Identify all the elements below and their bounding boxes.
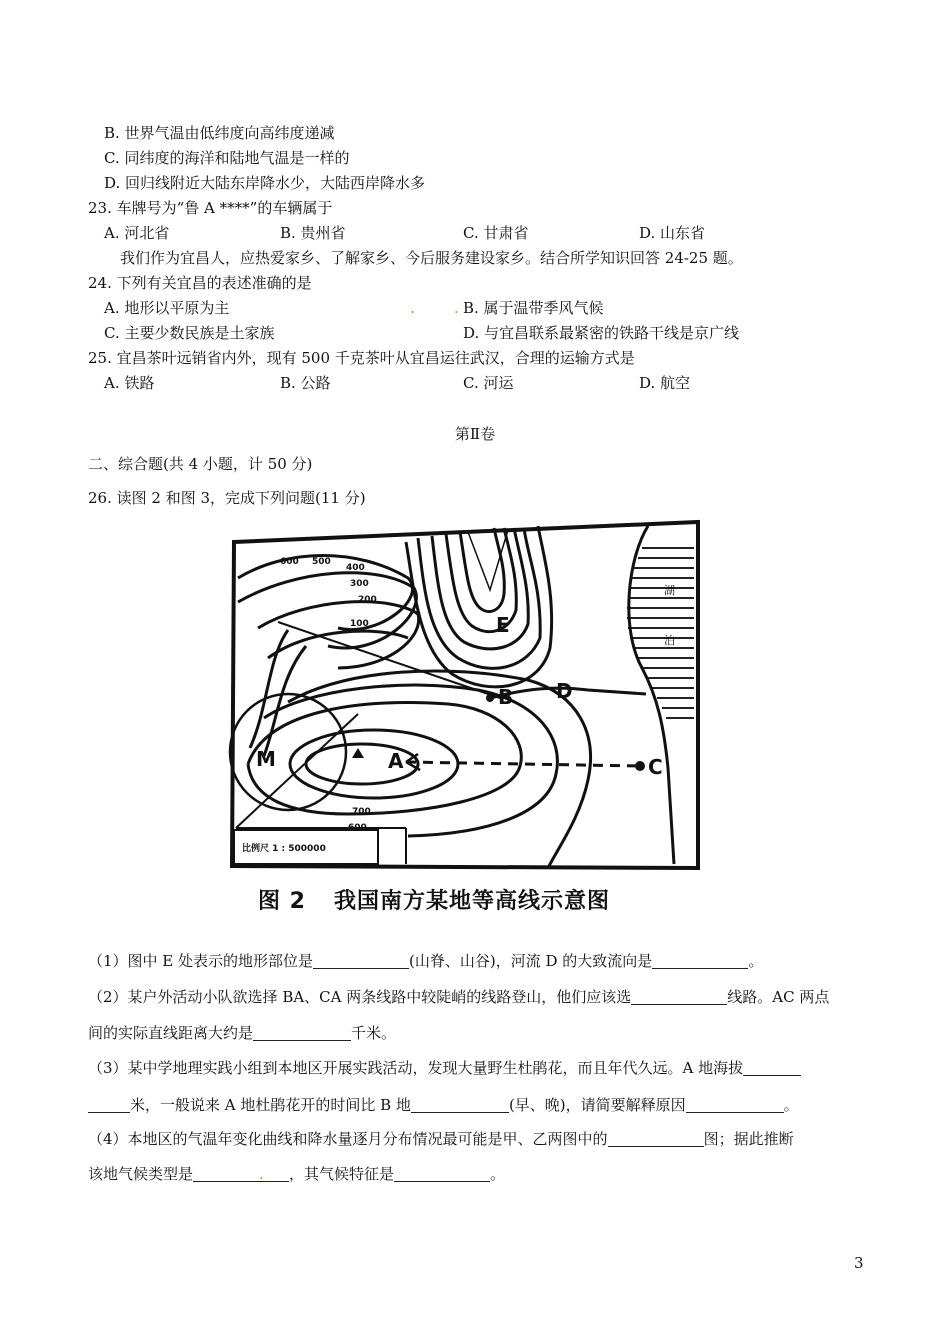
contour-label: 600: [348, 823, 367, 833]
orange-dot: .: [454, 299, 459, 317]
answer-blank[interactable]: [88, 1096, 130, 1113]
answer-blank[interactable]: [743, 1059, 801, 1076]
q24-option-a: A. 地形以平原为主: [104, 299, 230, 317]
q26-p1-text-c: 。: [748, 952, 764, 970]
answer-blank[interactable]: [193, 1165, 289, 1182]
q26-p3-text-d: 。: [783, 1096, 799, 1114]
q26-part-4-line1: [88, 1128, 794, 1150]
q26-p3-text-c: (早、晚)，请简要解释原因: [508, 1096, 686, 1114]
q26-p4-text-c: 该地气候类型是: [88, 1165, 194, 1183]
q26-part-2-line1: [88, 986, 829, 1008]
point-c-dot: [635, 761, 645, 771]
section-heading: 二、综合题(共 4 小题，计 50 分): [88, 455, 313, 473]
answer-blank[interactable]: [652, 952, 748, 969]
figure-caption-number: 图 2: [258, 889, 306, 914]
lake-char-1: 湖: [664, 584, 675, 597]
q22-option-c: C. 同纬度的海洋和陆地气温是一样的: [104, 149, 350, 167]
contour-label: 200: [358, 595, 377, 605]
q26-p3-text-a: （3）某中学地理实践小组到本地区开展实践活动，发现大量野生杜鹃花，而且年代久远。A 地海拔: [88, 1059, 744, 1077]
q26-part-1: [88, 950, 763, 972]
answer-blank[interactable]: [686, 1096, 784, 1113]
q26-p1-text-b: (山脊、山谷)，河流 D 的大致流向是: [409, 952, 653, 970]
letter-c: C: [648, 755, 663, 779]
q26-part-4-line2: [88, 1163, 505, 1185]
q25-stem: 25. 宜昌茶叶远销省内外，现有 500 千克茶叶从宜昌运往武汉，合理的运输方式是: [88, 349, 635, 367]
q24-option-d: D. 与宜昌联系最紧密的铁路干线是京广线: [463, 324, 740, 342]
letter-d: D: [556, 679, 573, 703]
contour-label: 500: [312, 557, 331, 567]
contour-label: 700: [352, 807, 371, 817]
orange-dot: .: [259, 1165, 264, 1183]
letter-m: M: [256, 747, 276, 771]
letter-a: A: [388, 749, 404, 773]
figure-caption: [258, 884, 610, 915]
q24-option-c: C. 主要少数民族是土家族: [104, 324, 275, 342]
q26-p2-text-a: （2）某户外活动小队欲选择 BA、CA 两条线路中较陡峭的线路登山，他们应该选: [88, 988, 632, 1006]
q26-p4-text-e: 。: [490, 1165, 506, 1183]
figure-caption-text: 我国南方某地等高线示意图: [333, 889, 610, 914]
q26-part-2-line2: [88, 1022, 396, 1044]
intro-text: 我们作为宜昌人，应热爱家乡、了解家乡、今后服务建设家乡。结合所学知识回答 24-25 题。: [120, 249, 743, 267]
point-b-dot: [486, 694, 494, 702]
letter-b: B: [498, 685, 514, 709]
q22-option-d: D. 回归线附近大陆东岸降水少，大陆西岸降水多: [104, 174, 426, 192]
answer-blank[interactable]: [313, 952, 409, 969]
answer-blank[interactable]: [411, 1096, 509, 1113]
q23-option-d: D. 山东省: [639, 224, 706, 242]
q23-option-b: B. 贵州省: [280, 224, 346, 242]
orange-dot: .: [410, 299, 415, 317]
answer-blank[interactable]: [631, 988, 727, 1005]
scale-label: 比例尺 1 : 500000: [242, 844, 326, 854]
q26-p1-text-a: （1）图中 E 处表示的地形部位是: [88, 952, 314, 970]
q24-option-b: B. 属于温带季风气候: [463, 299, 604, 317]
q26-p4-text-a: （4）本地区的气温年变化曲线和降水量逐月分布情况最可能是甲、乙两图中的: [88, 1130, 608, 1148]
q26-p2-text-d: 千米。: [351, 1024, 397, 1042]
q25-option-c: C. 河运: [463, 374, 514, 392]
q26-part-3-line1: [88, 1057, 801, 1079]
q26-p2-text-b: 线路。AC 两点: [727, 988, 830, 1006]
q22-option-b: B. 世界气温由低纬度向高纬度递减: [104, 124, 335, 142]
q26-p4-text-b: 图；据此推断: [703, 1130, 794, 1148]
q23-stem: 23. 车牌号为“鲁 A ****”的车辆属于: [88, 199, 333, 217]
answer-blank[interactable]: [253, 1024, 351, 1041]
contour-label: 300: [350, 579, 369, 589]
q26-stem: 26. 读图 2 和图 3，完成下列问题(11 分): [88, 489, 366, 507]
q26-p4-text-d: ，其气候特征是: [289, 1165, 395, 1183]
lake-char-2: 泊: [664, 634, 675, 647]
answer-blank[interactable]: [394, 1165, 490, 1182]
page-number: 3: [854, 1254, 864, 1272]
q23-option-a: A. 河北省: [104, 224, 170, 242]
volume-title: 第Ⅱ卷: [454, 425, 496, 443]
letter-e: E: [496, 613, 510, 637]
q26-part-3-line2: [88, 1094, 799, 1116]
contour-map-figure: [228, 518, 704, 876]
contour-label: 100: [350, 619, 369, 629]
q26-p3-text-b: 米，一般说来 A 地杜鹃花开的时间比 B 地: [130, 1096, 411, 1114]
contour-label: 400: [346, 563, 365, 573]
q25-option-d: D. 航空: [639, 374, 691, 392]
q25-option-a: A. 铁路: [104, 374, 155, 392]
q24-stem: 24. 下列有关宜昌的表述准确的是: [88, 274, 312, 292]
contour-label: 600: [280, 557, 299, 567]
q26-p2-text-c: 间的实际直线距离大约是: [88, 1024, 254, 1042]
q25-option-b: B. 公路: [280, 374, 331, 392]
answer-blank[interactable]: [608, 1130, 704, 1147]
q23-option-c: C. 甘肃省: [463, 224, 529, 242]
